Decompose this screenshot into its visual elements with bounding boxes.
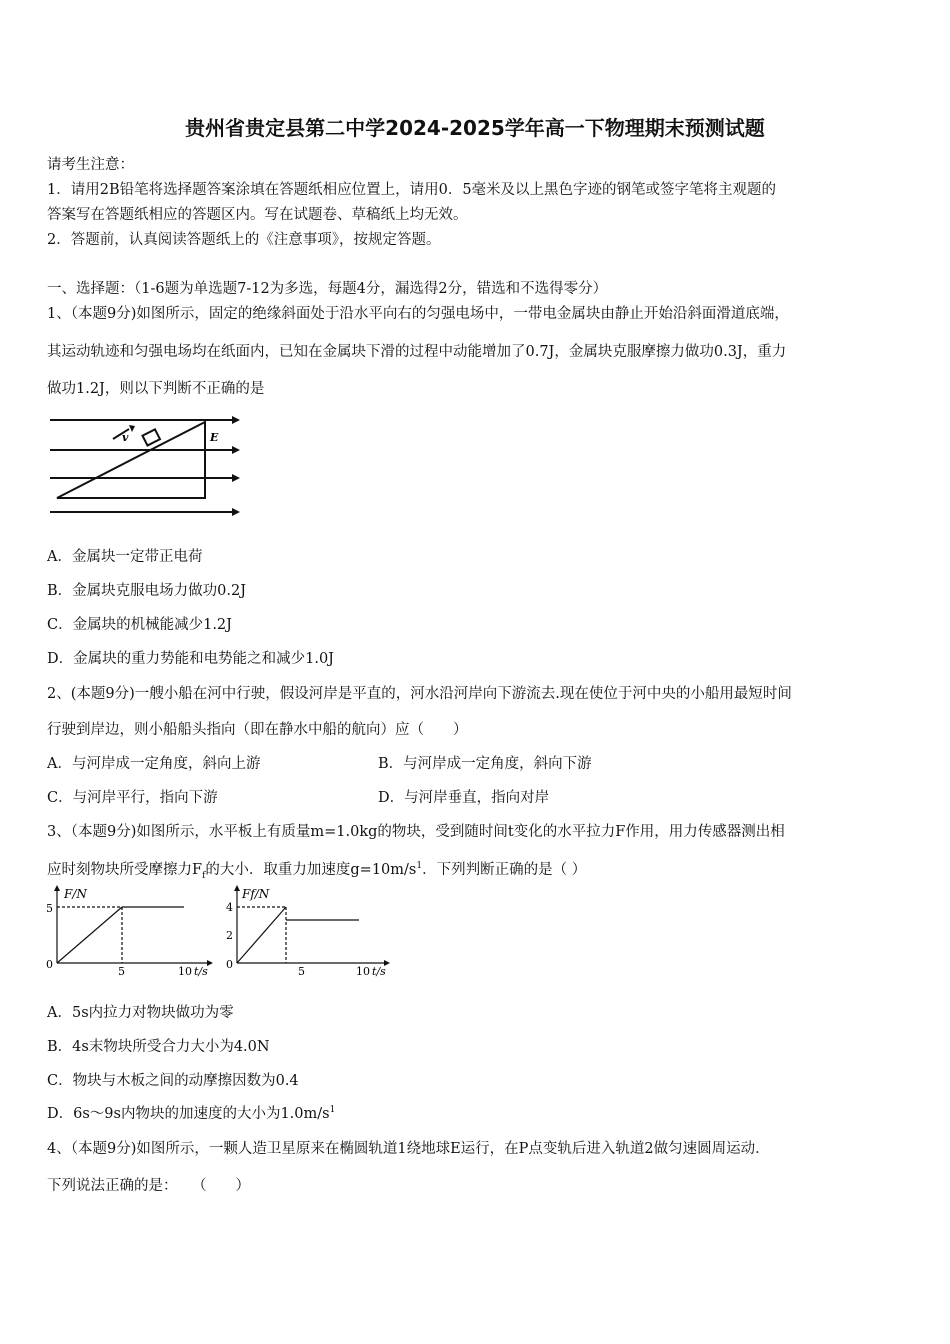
q4-line-2: 下列说法正确的是： （ ） bbox=[47, 1178, 250, 1194]
q3-option-a: A．5s内拉力对物块做功为零 bbox=[47, 1005, 234, 1021]
q2-option-d: D．与河岸垂直，指向对岸 bbox=[378, 790, 550, 806]
q1-option-c: C．金属块的机械能减少1.2J bbox=[47, 617, 232, 633]
q3-option-c: C．物块与木板之间的动摩擦因数为0.4 bbox=[47, 1073, 299, 1089]
graph1-y-tick-5: 5 bbox=[46, 902, 53, 915]
graph2-x-label: t/s bbox=[372, 965, 386, 978]
q3-line-2-a: 应时刻物块所受摩擦力F bbox=[47, 862, 203, 878]
graph2-x-tick-5: 5 bbox=[298, 965, 305, 978]
q3-line-2-c: ．下列判断正确的是（ ） bbox=[422, 862, 587, 878]
graph1-x-tick-10: 10 bbox=[178, 965, 192, 978]
graph2-y-tick-2: 2 bbox=[226, 929, 233, 942]
q2-option-a: A．与河岸成一定角度，斜向上游 bbox=[47, 756, 261, 772]
q1-line-1: 1、（本题9分)如图所示，固定的绝缘斜面处于沿水平向右的匀强电场中，一带电金属块由静止开始沿斜面滑道底端， bbox=[47, 306, 789, 322]
graph1-x-tick-5: 5 bbox=[118, 965, 125, 978]
q4-line-1: 4、（本题9分)如图所示，一颗人造卫星原来在椭圆轨道1绕地球E运行，在P点变轨后进入轨道2做匀速圆周运动． bbox=[47, 1141, 770, 1157]
graph1-origin: 0 bbox=[46, 958, 53, 971]
notice-line-2: 答案写在答题纸相应的答题区内。写在试题卷、草稿纸上均无效。 bbox=[47, 207, 468, 223]
q2-option-c: C．与河岸平行，指向下游 bbox=[47, 790, 218, 806]
q1-line-3: 做功1.2J，则以下判断不正确的是 bbox=[47, 381, 265, 397]
notice-line-3: 2．答题前，认真阅读答题纸上的《注意事项》，按规定答题。 bbox=[47, 232, 441, 248]
graph2-origin: 0 bbox=[226, 958, 233, 971]
q1-fig-field-label: E bbox=[210, 431, 219, 444]
graph2-y-label: Ff/N bbox=[242, 887, 270, 901]
q3-line-1: 3、（本题9分)如图所示，水平板上有质量m=1.0kg的物块，受到随时间t变化的水平拉力F作用，用力传感器测出相 bbox=[47, 824, 785, 840]
q1-line-2: 其运动轨迹和匀强电场均在纸面内，已知在金属块下滑的过程中动能增加了0.7J，金属块克服摩擦力做功0.3J，重力 bbox=[47, 344, 787, 360]
q3-option-d-text: D．6s～9s内物块的加速度的大小为1.0m/s bbox=[47, 1106, 330, 1122]
graph1-y-label: F/N bbox=[64, 887, 87, 901]
q3-option-d bbox=[47, 1102, 335, 1123]
graph2-y-tick-4: 4 bbox=[226, 901, 233, 914]
q2-line-2: 行驶到岸边，则小船船头指向（即在静水中船的航向）应（ ） bbox=[47, 722, 468, 738]
q1-incline-figure bbox=[47, 412, 242, 522]
q3-option-b: B．4s末物块所受合力大小为4.0N bbox=[47, 1039, 270, 1055]
notice-line-1: 1．请用2B铅笔将选择题答案涂填在答题纸相应位置上，请用0．5毫米及以上黑色字迹的钢笔或签字笔将主观题的 bbox=[47, 182, 777, 198]
q3-graph-friction bbox=[222, 885, 394, 980]
graph2-x-tick-10: 10 bbox=[356, 965, 370, 978]
q1-option-b: B．金属块克服电场力做功0.2J bbox=[47, 583, 247, 599]
page-title: 贵州省贵定县第二中学2024-2025学年高一下物理期末预测试题 bbox=[185, 116, 765, 140]
graph1-x-label: t/s bbox=[194, 965, 208, 978]
q1-fig-velocity-label: v bbox=[122, 431, 129, 444]
q3-graph-force bbox=[42, 885, 217, 980]
section-heading: 一、选择题：（1-6题为单选题7-12为多选，每题4分，漏选得2分，错选和不选得零分） bbox=[47, 281, 608, 297]
notice-heading: 请考生注意： bbox=[47, 157, 134, 173]
q1-option-d: D．金属块的重力势能和电势能之和减少1.0J bbox=[47, 651, 334, 667]
q2-option-b: B．与河岸成一定角度，斜向下游 bbox=[378, 756, 592, 772]
q1-option-a: A．金属块一定带正电荷 bbox=[47, 549, 203, 565]
q3-line-2-b: 的大小．取重力加速度g=10m/s bbox=[205, 862, 417, 878]
q2-line-1: 2、(本题9分)一艘小船在河中行驶，假设河岸是平直的，河水沿河岸向下游流去.现在使位于河中央的小船用最短时间 bbox=[47, 686, 792, 702]
q3-option-d-sup: 1 bbox=[329, 1105, 336, 1116]
q3-line-2-sup: 1 bbox=[416, 861, 423, 872]
q3-line-2 bbox=[47, 858, 586, 881]
q3-line-2-sub: f bbox=[202, 870, 206, 881]
